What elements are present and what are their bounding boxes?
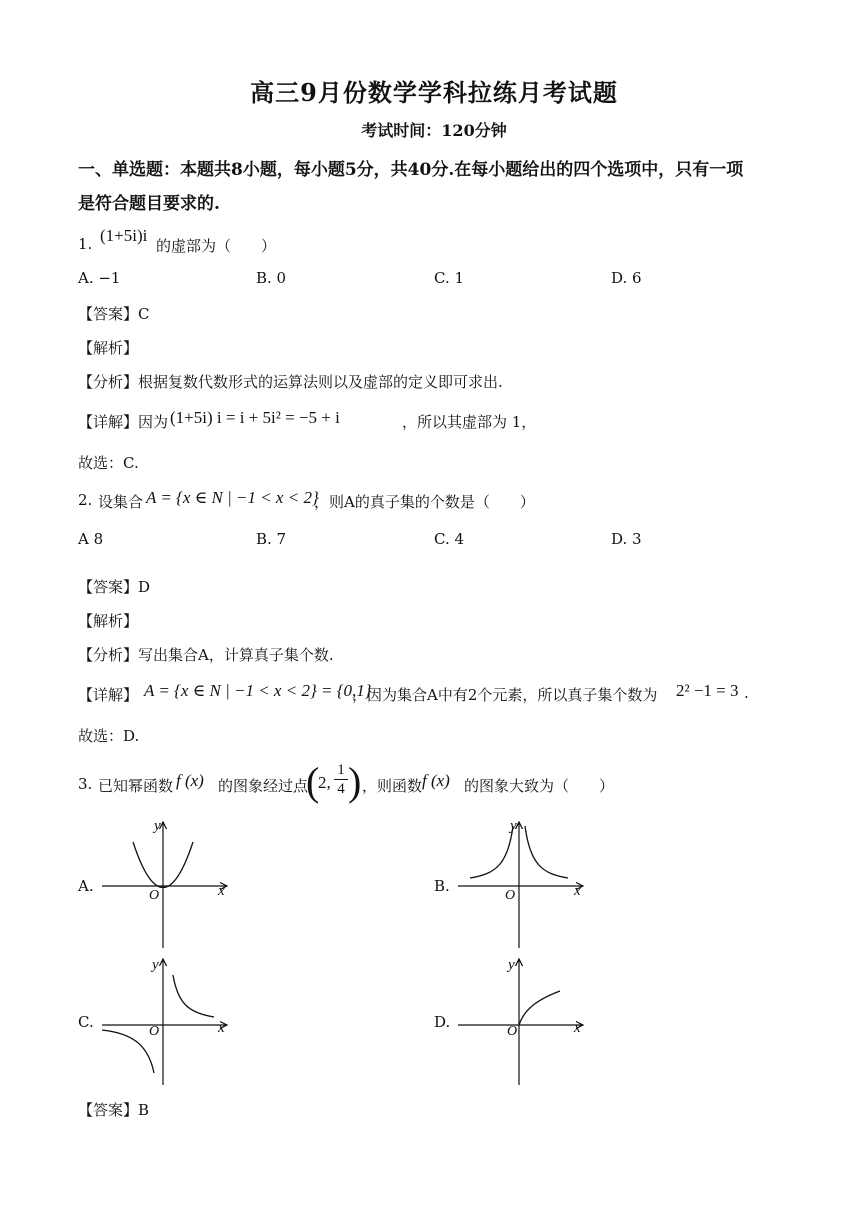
q2-option-a: A 8 xyxy=(78,530,104,548)
q3-graph-d-label: D. xyxy=(434,1013,451,1031)
q3-graph-d-y-label: y xyxy=(508,957,515,973)
q2-option-b: B. 7 xyxy=(256,530,287,548)
section-heading-line1: 一、单选题：本题共8小题，每小题5分，共40分.在每小题给出的四个选项中，只有一项 xyxy=(78,160,744,180)
q1-answer: 【答案】C xyxy=(78,305,150,323)
q2-detail-period: . xyxy=(744,684,749,702)
q3-graph-b-label: B. xyxy=(434,877,450,895)
q2-detail-result: 2² −1 = 3 xyxy=(676,681,739,700)
q3-graph-a-x-label: x xyxy=(218,883,225,899)
q3-graph-b xyxy=(456,818,591,953)
q3-graph-d-x-label: x xyxy=(574,1020,581,1036)
q2-detail-label: 【详解】 xyxy=(78,686,139,704)
q3-graph-b-y-label: y xyxy=(510,818,517,834)
q2-detail-mid: ，因为集合A中有2个元素，所以真子集个数为 xyxy=(352,686,658,704)
q3-function-2: f (x) xyxy=(422,771,450,790)
q3-graph-c-label: C. xyxy=(78,1013,94,1031)
q1-text: 的虚部为（ ） xyxy=(156,237,277,255)
q3-graph-a-origin: O xyxy=(149,888,160,903)
q2-set-expression: A = {x ∈ N | −1 < x < 2} xyxy=(146,488,319,507)
q3-prefix: 已知幂函数 xyxy=(98,777,174,795)
q1-option-c: C. 1 xyxy=(434,269,465,287)
q3-graph-c-x-label: x xyxy=(218,1020,225,1036)
q1-conclusion: 故选：C. xyxy=(78,454,139,472)
q2-answer: 【答案】D xyxy=(78,578,151,596)
q3-point-x: 2, xyxy=(318,773,331,792)
q3-number: 3. xyxy=(78,775,93,793)
q3-point-numerator: 1 xyxy=(337,762,345,778)
q3-graph-a-label: A. xyxy=(78,877,94,895)
q2-prefix: 设集合 xyxy=(98,493,144,511)
q3-point-denominator: 4 xyxy=(337,781,345,797)
q2-analysis-heading: 【解析】 xyxy=(78,612,139,630)
q3-graph-d-origin: O xyxy=(507,1024,518,1039)
q3-text: 的图象大致为（ ） xyxy=(464,777,615,795)
q3-graph-c xyxy=(100,955,235,1090)
q2-text: ，则A的真子集的个数是（ ） xyxy=(314,493,535,511)
q2-conclusion: 故选：D. xyxy=(78,727,140,745)
q2-option-c: C. 4 xyxy=(434,530,465,548)
q3-graph-c-y-label: y xyxy=(152,957,159,973)
q1-expression: (1+5i)i xyxy=(100,226,148,245)
exam-time: 考试时间：120分钟 xyxy=(361,121,507,140)
q1-analysis: 【分析】根据复数代数形式的运算法则以及虚部的定义即可求出. xyxy=(78,373,503,391)
q3-graph-a xyxy=(100,818,235,953)
q1-option-a: A. −1 xyxy=(78,269,121,287)
q3-function: f (x) xyxy=(176,771,204,790)
q3-answer: 【答案】B xyxy=(78,1101,150,1119)
q3-point-right-paren: ) xyxy=(348,759,362,804)
q2-option-d: D. 3 xyxy=(611,530,642,548)
q3-graph-b-origin: O xyxy=(505,888,516,903)
q1-number: 1. xyxy=(78,235,93,253)
q2-detail-math: A = {x ∈ N | −1 < x < 2} = {0,1} xyxy=(144,681,372,700)
q3-mid2: ，则函数 xyxy=(362,777,423,795)
q3-graph-b-x-label: x xyxy=(574,883,581,899)
q3-graph-a-y-label: y xyxy=(154,818,161,834)
q1-detail-label: 【详解】因为 xyxy=(78,413,169,431)
page-title: 高三9月份数学学科拉练月考试题 xyxy=(250,78,618,107)
q3-mid: 的图象经过点 xyxy=(218,777,309,795)
q1-analysis-heading: 【解析】 xyxy=(78,339,139,357)
q1-detail-math: (1+5i) i = i + 5i² = −5 + i xyxy=(170,408,340,427)
fraction-bar xyxy=(334,779,348,780)
q1-option-b: B. 0 xyxy=(256,269,287,287)
section-heading-line2: 是符合题目要求的. xyxy=(78,194,220,214)
q2-analysis: 【分析】写出集合A，计算真子集个数. xyxy=(78,646,334,664)
q3-graph-d xyxy=(456,955,591,1090)
q3-graph-c-origin: O xyxy=(149,1024,160,1039)
q3-point-left-paren: ( xyxy=(306,759,320,804)
q3-point-fraction xyxy=(334,762,348,797)
q2-number: 2. xyxy=(78,491,93,509)
q1-option-d: D. 6 xyxy=(611,269,642,287)
q1-detail-tail: ，所以其虚部为 1， xyxy=(402,413,537,431)
